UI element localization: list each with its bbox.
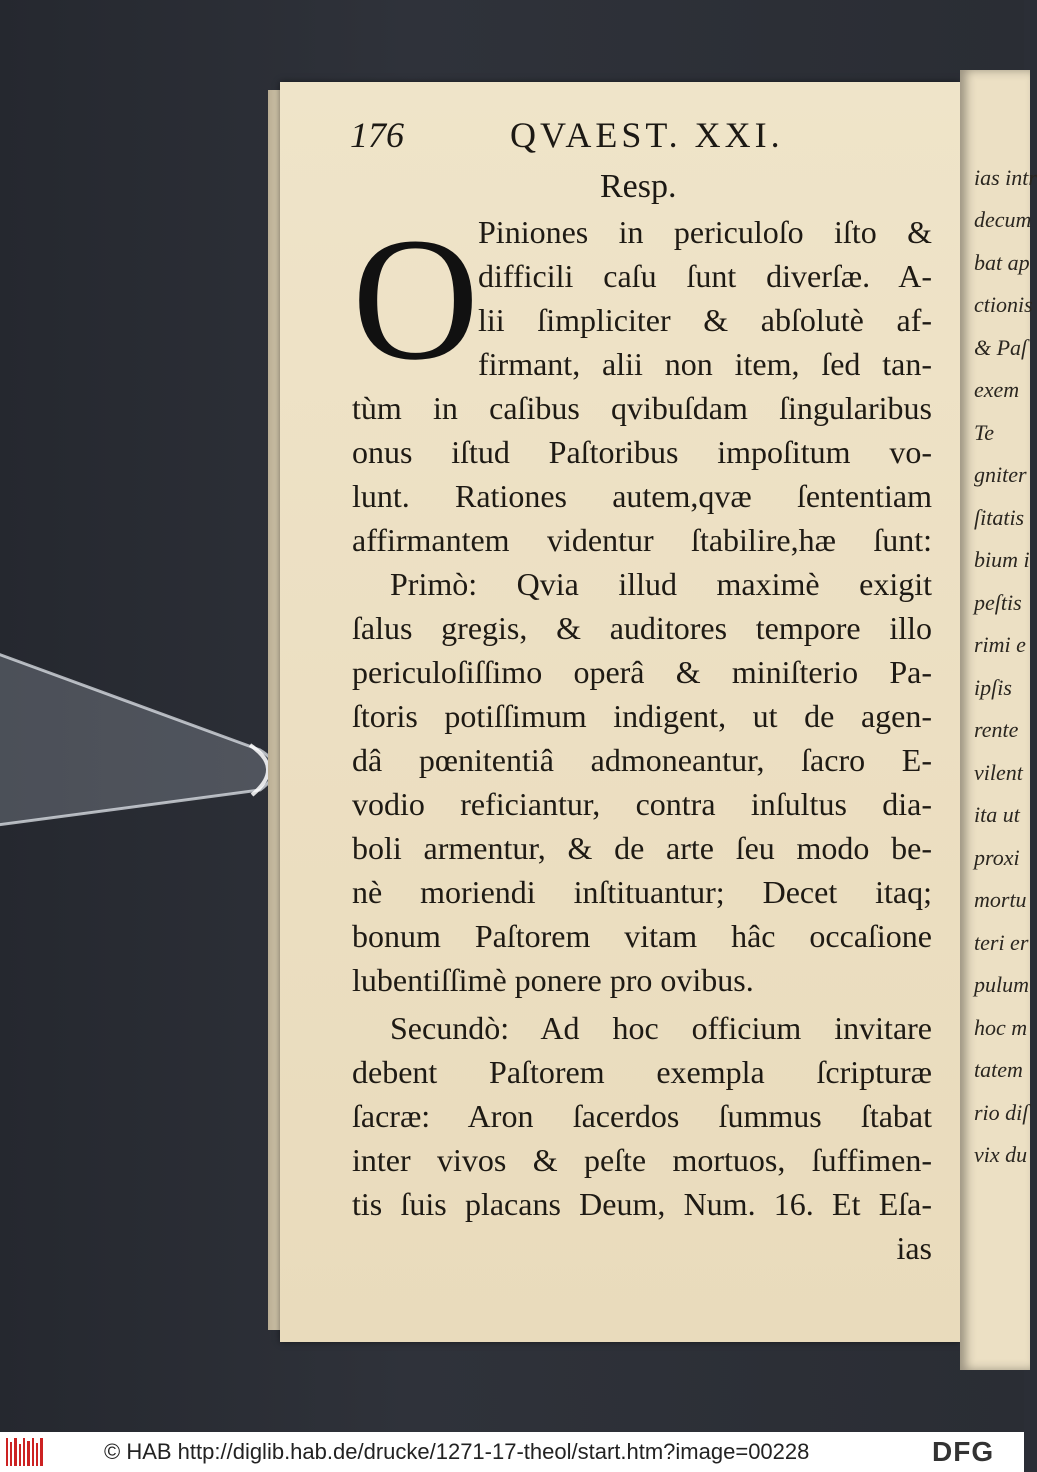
text-line: Secundò: Ad hoc officium invitare <box>390 1010 932 1046</box>
text-line: dâ pœnitentiâ admoneantur, ſacro E- <box>352 742 932 778</box>
copyright-credit[interactable]: © HAB http://diglib.hab.de/drucke/1271-17-theol/start.htm?image=00228 <box>104 1439 810 1464</box>
text-line: lii ſimpliciter & abſolutè af- <box>478 302 932 338</box>
text-line: ſtoris potiſſimum indigent, ut de agen- <box>352 698 932 734</box>
facing-text-fragment: bat ap <box>974 250 1030 275</box>
facing-text-fragment: proxi <box>974 845 1020 870</box>
catchword: ias <box>896 1230 932 1266</box>
facing-text-fragment: hoc m <box>974 1015 1028 1040</box>
text-line: tis ſuis placans Deum, Num. 16. Et Eſa- <box>352 1186 932 1222</box>
facing-text-fragment: exem <box>974 377 1020 402</box>
text-line: ſalus gregis, & auditores tempore illo <box>352 610 932 646</box>
text-line: vodio reficiantur, contra inſultus dia- <box>352 786 932 822</box>
facing-text-fragment: ſitatis <box>974 505 1025 530</box>
page-header <box>350 114 910 158</box>
text-line: tùm in caſibus qvibuſdam ſingularibus <box>352 390 932 426</box>
facing-text-fragment: pulum <box>974 972 1029 997</box>
facing-text-fragment: ctionis <box>974 292 1033 317</box>
text-line: ſacræ: Aron ſacerdos ſummus ſtabat <box>352 1098 932 1134</box>
facing-text-fragment: & Paſ <box>974 335 1028 360</box>
facing-text-fragment: ias intr <box>974 165 1037 190</box>
facing-text-fragment: tatem <box>974 1057 1023 1082</box>
facing-text-fragment: gniter <box>974 462 1027 487</box>
section-heading: Resp. <box>600 168 677 205</box>
text-line: lunt. Rationes autem,qvæ ſententiam <box>352 478 932 514</box>
facing-text-fragment: vilent <box>974 760 1023 785</box>
facing-page <box>960 70 1037 1370</box>
facing-text-fragment: Te <box>974 420 994 445</box>
text-line: difficili caſu ſunt diverſæ. A- <box>478 258 932 294</box>
facing-text-fragment: rimi e <box>974 632 1026 657</box>
page-number: 176 <box>350 115 404 155</box>
barcode-icon <box>6 1438 46 1466</box>
text-line: inter vivos & peſte mortuos, ſuffimen- <box>352 1142 932 1178</box>
facing-text-fragment: decum <box>974 207 1032 232</box>
book-page <box>280 82 960 1342</box>
facing-text-fragment: ipſis <box>974 675 1012 700</box>
text-line: lubentiſſimè ponere pro ovibus. <box>352 962 754 998</box>
facing-text-fragment: vix du <box>974 1142 1028 1167</box>
facing-text-fragment: rente <box>974 717 1019 742</box>
drop-cap: O <box>352 202 480 397</box>
text-line: Primò: Qvia illud maximè exigit <box>390 566 932 602</box>
text-line: affirmantem videntur ſtabilire,hæ ſunt: <box>352 522 932 558</box>
text-line: nè moriendi inſtituantur; Decet itaq; <box>352 874 932 910</box>
text-line: Piniones in periculoſo iſto & <box>478 214 932 250</box>
facing-text-fragment: teri er <box>974 930 1029 955</box>
text-line: bonum Paſtorem vitam hâc occaſione <box>352 918 932 954</box>
dfg-logo: DFG <box>932 1436 995 1467</box>
text-line: debent Paſtorem exempla ſcripturæ <box>352 1054 932 1090</box>
facing-text-fragment: bium i <box>974 547 1030 572</box>
footer-bar <box>0 1432 1024 1472</box>
facing-text-fragment: peſtis <box>974 590 1022 615</box>
facing-text-fragment: ita ut <box>974 802 1020 827</box>
text-line: boli armentur, & de arte ſeu modo be- <box>352 830 932 866</box>
facing-text-fragment: rio diſ <box>974 1100 1029 1125</box>
text-line: firmant, alii non item, ſed tan- <box>478 346 932 382</box>
running-head: QVAEST. XXI. <box>510 115 784 155</box>
text-line: onus iſtud Paſtoribus impoſitum vo- <box>352 434 932 470</box>
facing-text-fragment: mortu <box>974 887 1027 912</box>
text-line: periculoſiſſimo operâ & miniſterio Pa- <box>352 654 932 690</box>
